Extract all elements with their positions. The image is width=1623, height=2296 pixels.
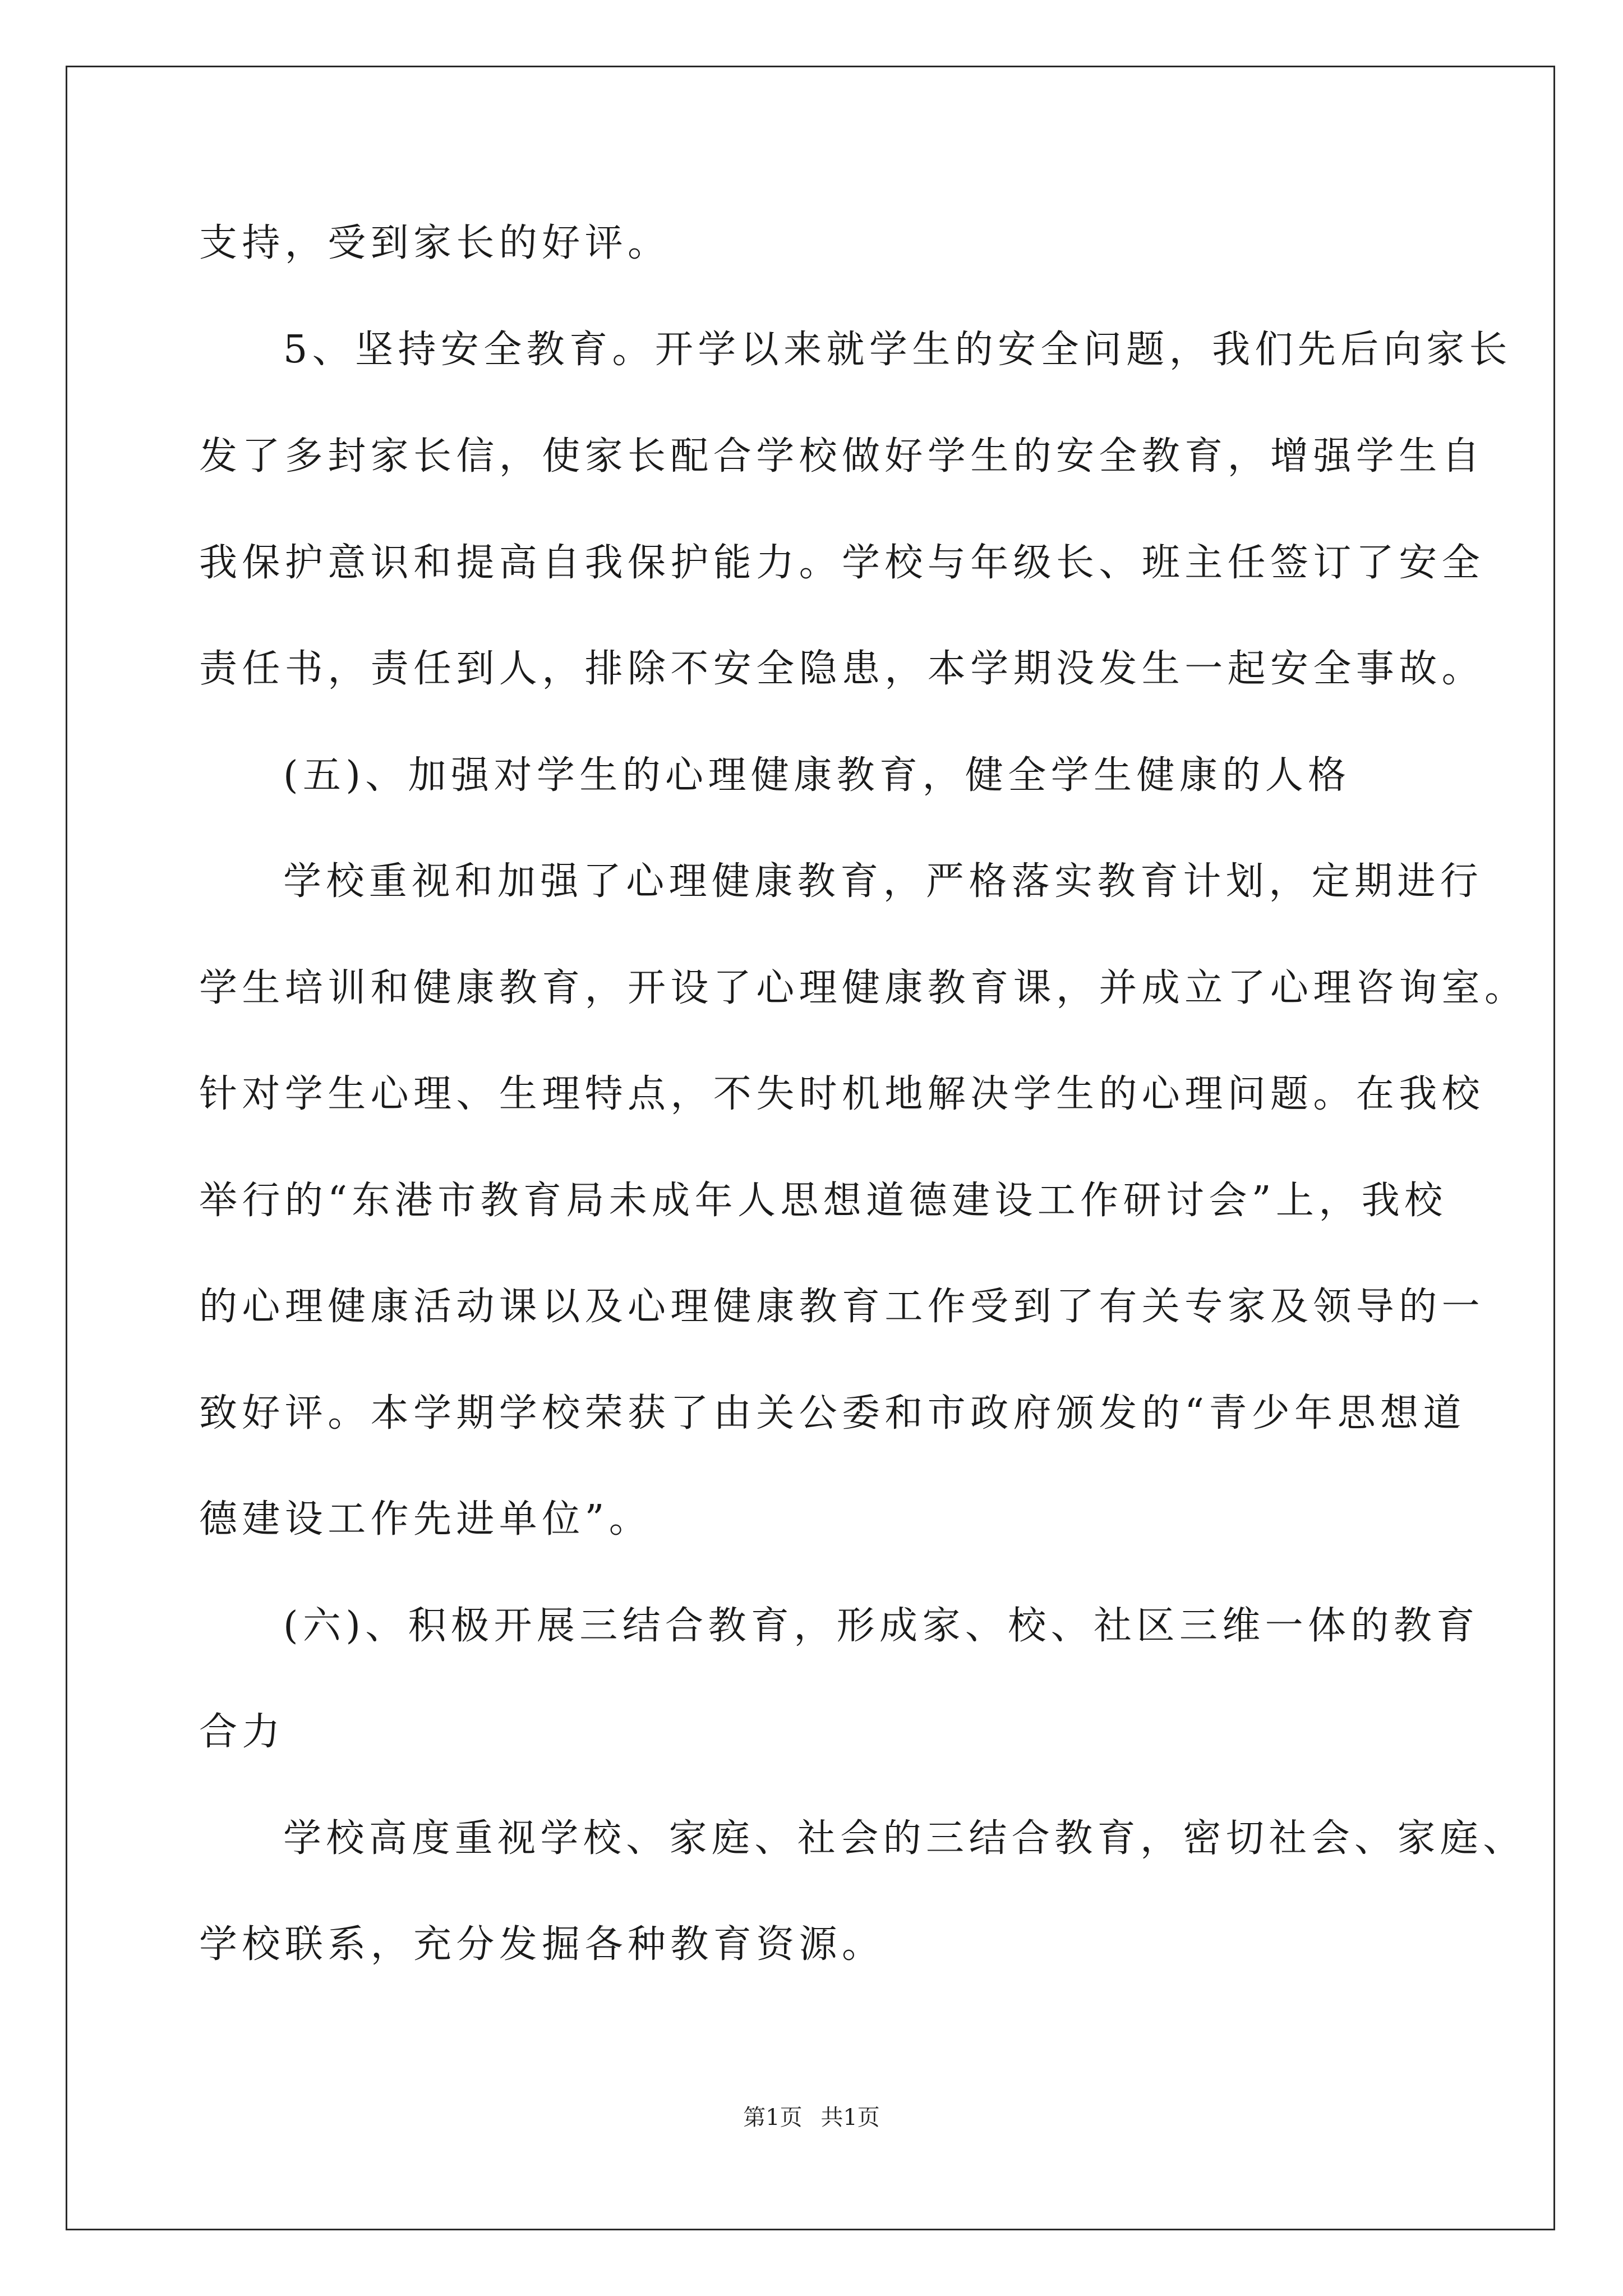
text-line: 合力: [199, 1710, 285, 1754]
text-line: 学校联系，充分发掘各种教育资源。: [199, 1922, 885, 1967]
text-line: 学生培训和健康教育，开设了心理健康教育课，并成立了心理咨询室。: [199, 966, 1528, 1010]
page-border: [66, 66, 1555, 2230]
text-line: 学校高度重视学校、家庭、社会的三结合教育，密切社会、家庭、: [283, 1816, 1526, 1861]
text-line: 发了多封家长信，使家长配合学校做好学生的安全教育，增强学生自: [199, 434, 1485, 478]
text-line: 致好评。本学期学校荣获了由关公委和市政府颁发的“青少年思想道: [199, 1391, 1466, 1435]
text-line: 针对学生心理、生理特点，不失时机地解决学生的心理问题。在我校: [199, 1072, 1485, 1116]
text-line: 学校重视和加强了心理健康教育，严格落实教育计划，定期进行: [283, 859, 1483, 904]
text-line: 我保护意识和提高自我保护能力。学校与年级长、班主任签订了安全: [199, 541, 1485, 585]
text-line: 的心理健康活动课以及心理健康教育工作受到了有关专家及领导的一: [199, 1285, 1485, 1329]
text-line: 支持，受到家长的好评。: [199, 221, 671, 265]
text-line: 5、坚持安全教育。开学以来就学生的安全问题，我们先后向家长: [283, 328, 1512, 372]
section-heading: (五)、加强对学生的心理健康教育，健全学生健康的人格: [283, 753, 1351, 798]
section-heading: (六)、积极开展三结合教育，形成家、校、社区三维一体的教育: [283, 1604, 1479, 1648]
page-number: 第1页: [743, 2105, 803, 2131]
page-footer: [0, 2101, 1623, 2134]
text-line: 德建设工作先进单位”。: [199, 1497, 652, 1542]
text-line: 责任书，责任到人，排除不安全隐患，本学期没发生一起安全事故。: [199, 647, 1485, 691]
text-line: 举行的“东港市教育局未成年人思想道德建设工作研讨会”上，我校: [199, 1179, 1447, 1223]
page-total: 共1页: [820, 2105, 880, 2131]
